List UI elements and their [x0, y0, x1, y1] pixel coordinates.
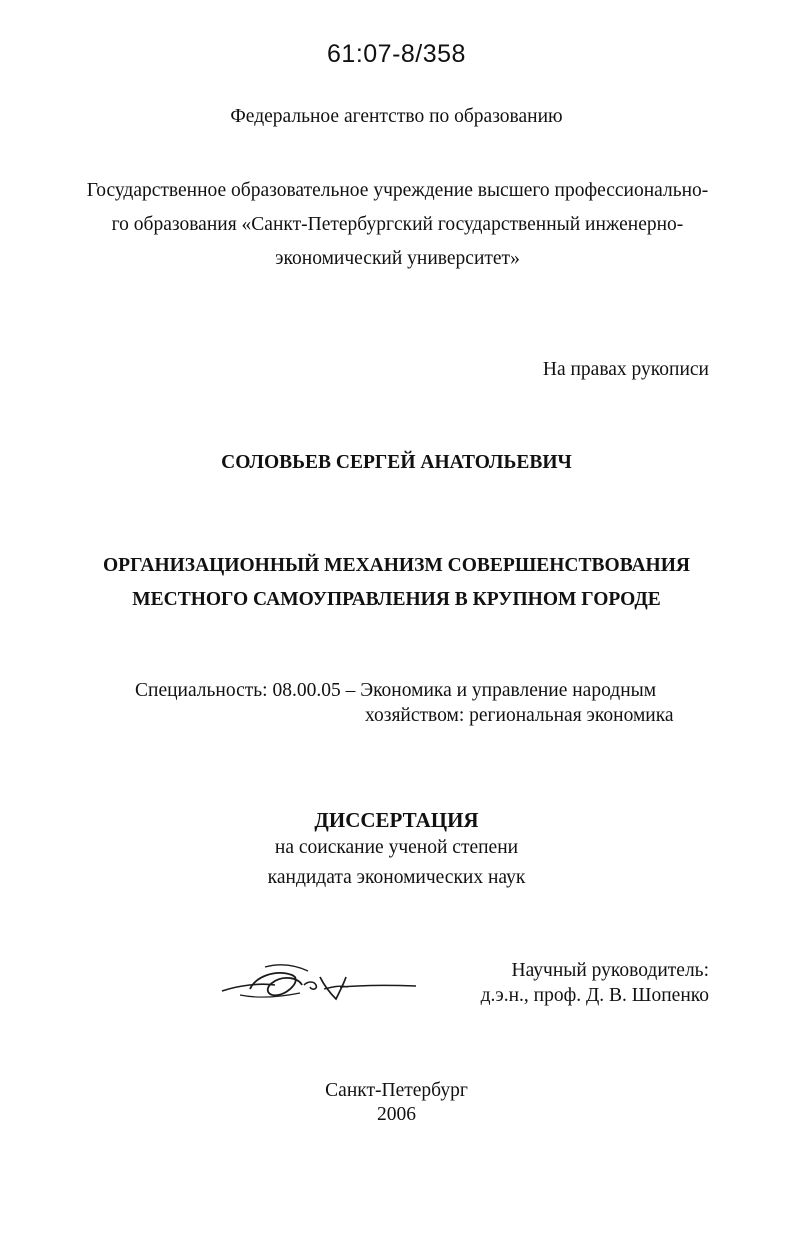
institution-line: экономический университет» [275, 248, 520, 269]
specialty-line-2: хозяйством: региональная экономика [365, 705, 674, 726]
dissertation-title [40, 549, 753, 617]
signature-image [220, 955, 420, 1020]
city: Санкт-Петербург [325, 1080, 468, 1101]
title-line: ОРГАНИЗАЦИОННЫЙ МЕХАНИЗМ СОВЕРШЕНСТВОВАНИЯ [103, 555, 690, 576]
degree-line: на соискание ученой степени [274, 837, 519, 858]
author-name: СОЛОВЬЕВ СЕРГЕЙ АНАТОЛЬЕВИЧ [221, 452, 572, 473]
manuscript-note: На правах рукописи [542, 359, 709, 380]
registration-code: 61:07-8/358 [327, 40, 466, 68]
agency-name: Федеральное агентство по образованию [230, 106, 563, 127]
supervisor-name: д.э.н., проф. Д. В. Шопенко [480, 985, 709, 1006]
specialty-line-1: Специальность: 08.00.05 – Экономика и управление народным [135, 680, 657, 701]
year: 2006 [377, 1104, 416, 1125]
institution-block [70, 174, 725, 276]
institution-line: го образования «Санкт-Петербургский государственный инженерно- [111, 214, 684, 235]
title-line: МЕСТНОГО САМОУПРАВЛЕНИЯ В КРУПНОМ ГОРОДЕ [132, 589, 661, 610]
signature-scribble [220, 955, 420, 1015]
supervisor-label: Научный руководитель: [511, 960, 709, 981]
degree-line: кандидата экономических наук [267, 867, 526, 888]
degree-block [0, 833, 793, 893]
institution-line: Государственное образовательное учреждение высшего профессионально- [86, 180, 709, 201]
dissertation-label: ДИССЕРТАЦИЯ [314, 808, 479, 832]
